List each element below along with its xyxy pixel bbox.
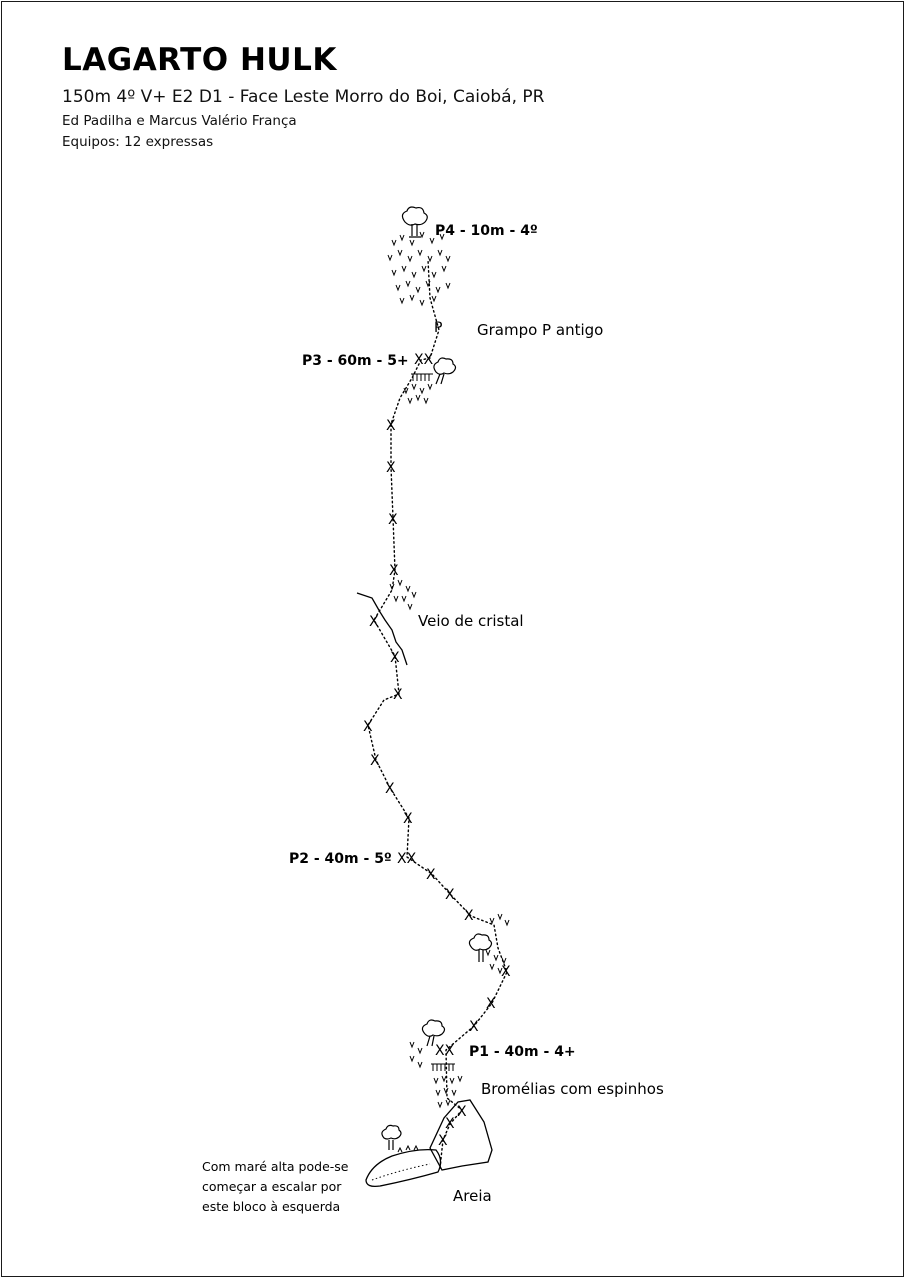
route-subtitle: 150m 4º V+ E2 D1 - Face Leste Morro do Boi, Caiobá, PR: [62, 87, 545, 107]
route-title: LAGARTO HULK: [62, 42, 337, 78]
bolt: X: [438, 1133, 448, 1149]
bolt: X: [390, 650, 400, 666]
left-block-detail: [372, 1164, 430, 1180]
left-block: [366, 1150, 441, 1187]
bolt: X: [389, 563, 399, 579]
high-tide-note-line-3: este bloco à esquerda: [202, 1199, 341, 1214]
sand-note: Areia: [453, 1187, 492, 1205]
route-authors: Ed Padilha e Marcus Valério França: [62, 113, 297, 129]
tree-icon: [469, 934, 491, 962]
bolt: X: [363, 719, 373, 735]
anchor-p3: XX: [414, 352, 434, 368]
vegetation-p1-left: [410, 1042, 422, 1067]
old-bolt-note: Grampo P antigo: [477, 321, 604, 339]
vegetation-p3: [404, 384, 432, 403]
anchor-ledge-p1: [431, 1064, 455, 1071]
bolt: X: [369, 614, 379, 630]
tree-icon: [382, 1125, 401, 1150]
bolt: X: [388, 512, 398, 528]
bolt: X: [445, 1116, 455, 1132]
bolt-marker: P: [434, 320, 443, 336]
crystal-vein-note: Veio de cristal: [418, 612, 524, 630]
bolt: X: [486, 996, 496, 1012]
bolt: X: [385, 781, 395, 797]
pitch-p1-label: P1 - 40m - 4+: [469, 1044, 576, 1060]
tree-icon: [434, 358, 456, 384]
vegetation-p4: [388, 232, 450, 305]
anchor-ledge-p3: [411, 374, 433, 381]
bolt: X: [393, 687, 403, 703]
high-tide-note-line-1: Com maré alta pode-se: [202, 1159, 349, 1174]
anchor-p2: XX: [397, 851, 417, 867]
bolt: X: [370, 753, 380, 769]
bolt: X: [386, 460, 396, 476]
pitch-p3-label: P3 - 60m - 5+: [302, 353, 409, 369]
bolt: X: [445, 887, 455, 903]
bolt: X: [426, 867, 436, 883]
route-gear: Equipos: 12 expressas: [62, 134, 214, 150]
bolt: X: [386, 418, 396, 434]
bolt: X: [403, 811, 413, 827]
bolt: X: [469, 1019, 479, 1035]
high-tide-note-line-2: começar a escalar por: [202, 1179, 342, 1194]
bolt: X: [457, 1104, 467, 1120]
anchor-p1: XX: [435, 1043, 455, 1059]
bromeliads-note: Bromélias com espinhos: [481, 1080, 664, 1098]
pitch-p2-label: P2 - 40m - 5º: [289, 851, 392, 867]
bolt: X: [501, 964, 511, 980]
bolt: X: [464, 908, 474, 924]
vegetation-vein: [390, 580, 416, 609]
pitch-p4-label: P4 - 10m - 4º: [435, 223, 538, 239]
